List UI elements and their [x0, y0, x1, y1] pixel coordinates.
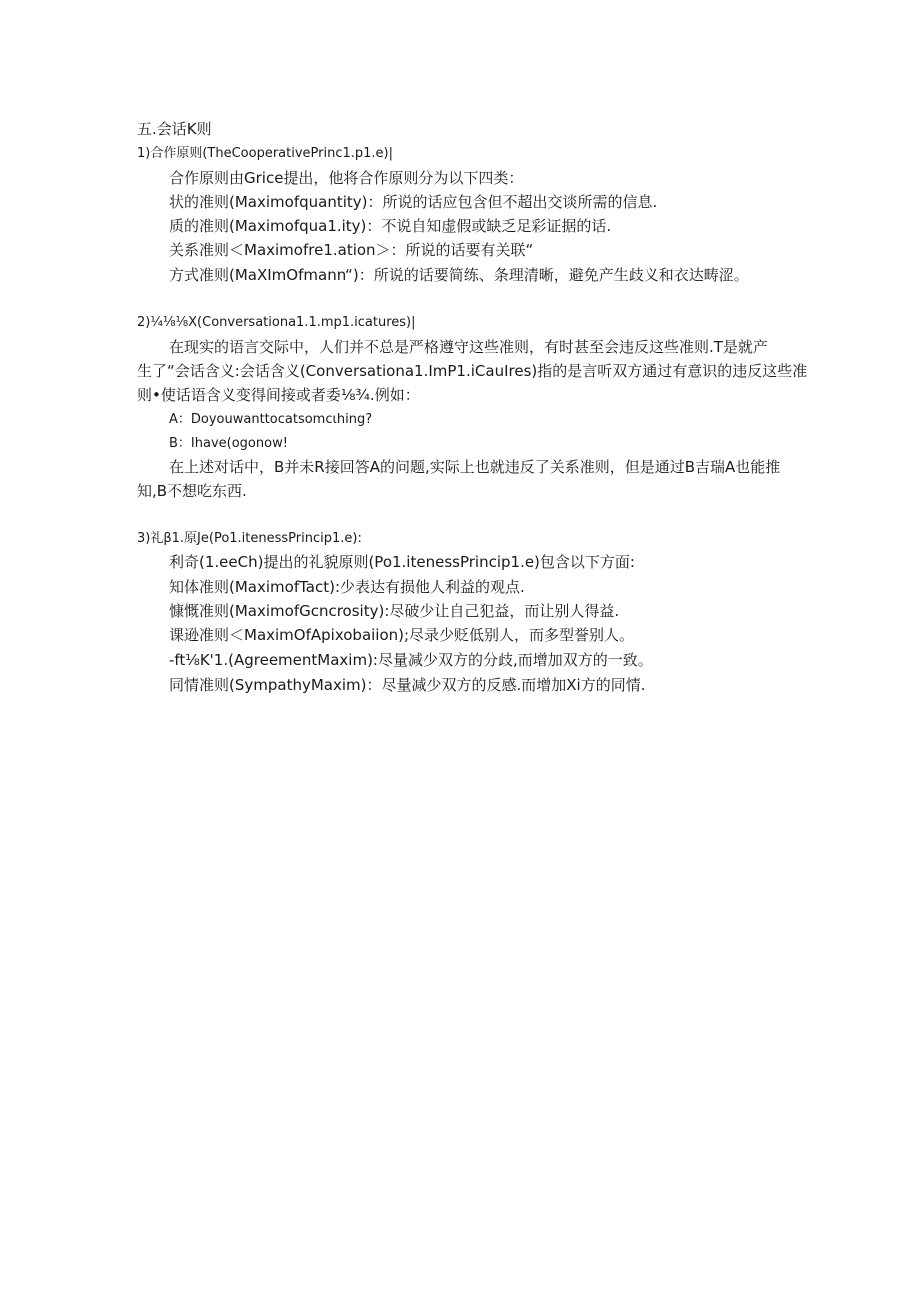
- dialog-line-a: A：Doyouwanttocatsomcιhing?: [169, 412, 373, 427]
- part3-intro: 利奇(1.eeCh)提出的礼貌原则(Po1.itenessPrincip1.e)包含以下方面:: [169, 553, 635, 571]
- part3-item-agreement: -ft⅛K'1.(AgreementMaxim):尽量减少双方的分歧,而增加双方的一致。: [169, 651, 653, 669]
- part2-para-line-1: 在现实的语言交际中，人们并不总是严格遵守这些准则，有时甚至会违反这些准则.T是就产: [169, 338, 768, 356]
- part1-intro: 合作原则由Grice提出，他将合作原则分为以下四类：: [169, 169, 524, 187]
- part3-item-modesty: 课逊准则＜MaximOfApixobaiion);尽录少贬低别人，而多型誉别人。: [169, 626, 635, 644]
- section-title: 五.会话K则: [137, 120, 212, 138]
- part3-heading: 3)礼β1.原Je(Po1.itenessPrincip1.e):: [137, 531, 362, 546]
- part1-item-quantity: 状的准则(Maximofquantity)：所说的话应包含但不超出交谈所需的信息.: [169, 193, 658, 211]
- part2-para-line-3: 则•使话语含义变得间接或者委⅛¾.例如：: [137, 386, 420, 404]
- part2-conclusion-line-2: 知,B不想吃东西.: [137, 482, 247, 500]
- dialog-line-b: B：Ihave(ogonow!: [169, 436, 288, 451]
- part3-item-tact: 知体准则(MaximofTact):少表达有损他人利益的观点.: [169, 578, 525, 596]
- part3-item-generosity: 慷慨准则(MaximofGcncrosity):尽破少让自己犯益，而让别人得益.: [169, 602, 620, 620]
- part2-heading: 2)¼⅛⅛X(Conversationa1.1.mp1.icatures)|: [137, 315, 416, 330]
- part2-conclusion-line-1: 在上述对话中，B并未R接回答A的问题,实际上也就违反了关系准则，但是通过B吉瑞A也能推: [169, 458, 781, 476]
- part1-item-quality: 质的准则(Maximofqua1.ity)：不说自知虚假或缺乏足彩证据的话.: [169, 217, 612, 235]
- part1-item-relation: 关系准则＜Maximofre1.ation＞：所说的话要有关联“: [169, 241, 534, 259]
- part1-heading: 1)合作原则(TheCooperativePrinc1.p1.e)|: [137, 146, 394, 161]
- part2-para-line-2: 生了“会话含义:会话含义(Conversationa1.ImP1.iCauIres)指的是言听双方通过有意识的违反这些准: [137, 362, 808, 380]
- part1-item-manner: 方式准则(MaXImOfmann“)：所说的话要简练、条理清晰，避免产生歧义和衣达畴涩。: [169, 266, 749, 284]
- part3-item-sympathy: 同情准则(SympathyMaxim)：尽量减少双方的反感.而增加Xi方的同情.: [169, 676, 646, 694]
